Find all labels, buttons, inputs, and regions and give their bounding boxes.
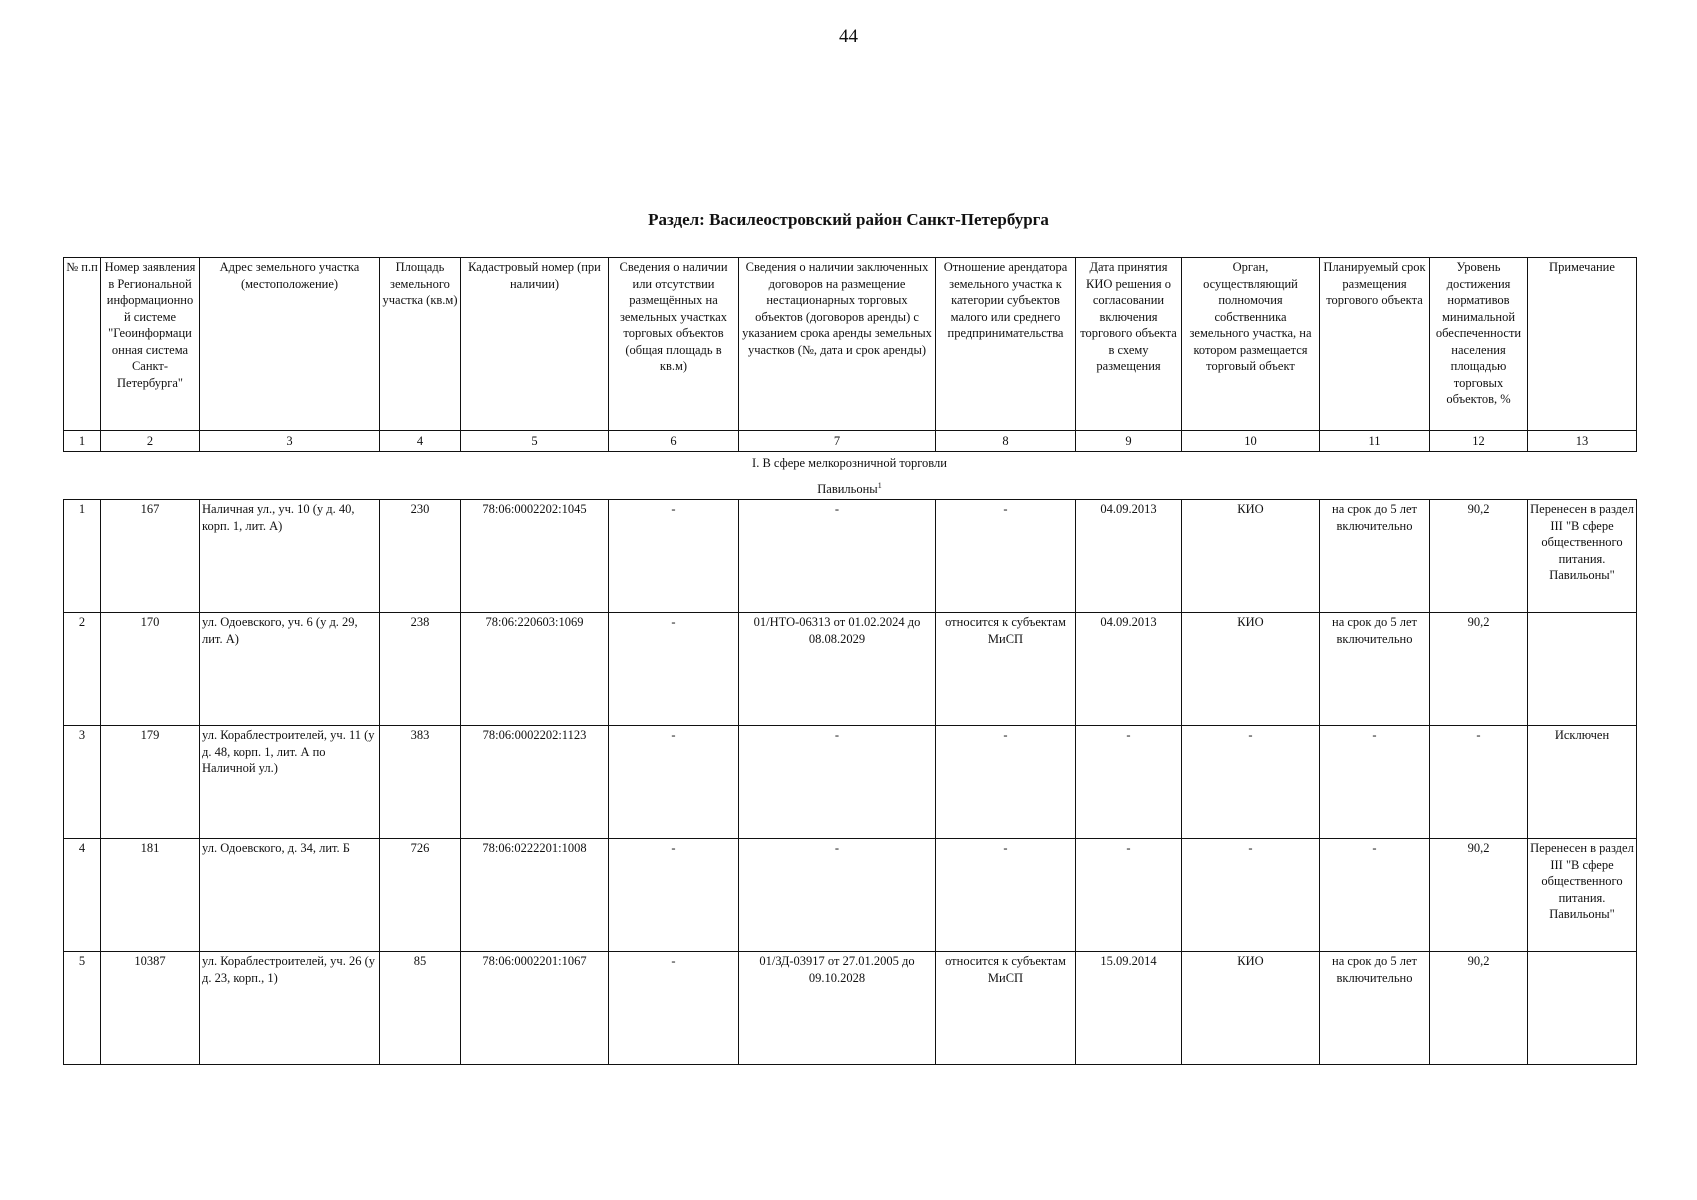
col-number: 1 — [64, 431, 101, 452]
cell-term: - — [1320, 839, 1430, 952]
cell-term: на срок до 5 лет включительно — [1320, 500, 1430, 613]
cell-application-number: 181 — [101, 839, 200, 952]
cell-provision-level: 90,2 — [1430, 952, 1528, 1065]
col-number: 2 — [101, 431, 200, 452]
cell-note — [1528, 952, 1637, 1065]
col-number: 10 — [1182, 431, 1320, 452]
cell-term: - — [1320, 726, 1430, 839]
cell-organ: - — [1182, 839, 1320, 952]
table-row — [64, 952, 1637, 1065]
cell-contract: 01/НТО-06313 от 01.02.2024 до 08.08.2029 — [739, 613, 936, 726]
cell-provision-level: 90,2 — [1430, 839, 1528, 952]
header-table — [63, 257, 1637, 452]
cell-cadastral-number: 78:06:0002201:1067 — [461, 952, 609, 1065]
cell-note — [1528, 613, 1637, 726]
page-number: 44 — [839, 26, 858, 47]
subcategory-label: Павильоны — [817, 482, 878, 497]
cell-trade-objects: - — [609, 839, 739, 952]
col-number: 11 — [1320, 431, 1430, 452]
cell-smb-category: - — [936, 726, 1076, 839]
footnote-marker: 1 — [877, 481, 882, 490]
cell-index: 1 — [64, 500, 101, 613]
cell-decision-date: 04.09.2013 — [1076, 500, 1182, 613]
cell-address: ул. Одоевского, д. 34, лит. Б — [200, 839, 380, 952]
cell-contract: 01/ЗД-03917 от 27.01.2005 до 09.10.2028 — [739, 952, 936, 1065]
table-row — [64, 500, 1637, 613]
header-row — [64, 258, 1637, 431]
cell-smb-category: относится к субъектам МиСП — [936, 952, 1076, 1065]
col-header-smb: Отношение арендатора земельного участка к категории субъектов малого или среднего предпринимательства — [936, 258, 1076, 431]
col-header-contracts: Сведения о наличии заключенных договоров на размещение нестационарных торговых объектов (договоров аренды) с указанием срока аренды земельных участков (№, дата и срок аренды) — [739, 258, 936, 431]
col-header-cadastral: Кадастровый номер (при наличии) — [461, 258, 609, 431]
table-row — [64, 839, 1637, 952]
cell-address: ул. Кораблестроителей, уч. 11 (у д. 48, корп. 1, лит. А по Наличной ул.) — [200, 726, 380, 839]
col-header-index: № п.п — [64, 258, 101, 431]
column-number-row — [64, 431, 1637, 452]
cell-decision-date: - — [1076, 839, 1182, 952]
cell-cadastral-number: 78:06:0002202:1045 — [461, 500, 609, 613]
table-row — [64, 613, 1637, 726]
cell-organ: КИО — [1182, 613, 1320, 726]
cell-index: 3 — [64, 726, 101, 839]
cell-area: 383 — [380, 726, 461, 839]
cell-contract: - — [739, 500, 936, 613]
cell-trade-objects: - — [609, 726, 739, 839]
cell-area: 85 — [380, 952, 461, 1065]
cell-contract: - — [739, 726, 936, 839]
cell-application-number: 167 — [101, 500, 200, 613]
cell-address: ул. Кораблестроителей, уч. 26 (у д. 23, корп., 1) — [200, 952, 380, 1065]
col-header-application: Номер заявления в Региональной информационно й системе "Геоинформаци онная система Санкт-Петербурга" — [101, 258, 200, 431]
cell-area: 230 — [380, 500, 461, 613]
cell-index: 5 — [64, 952, 101, 1065]
cell-index: 4 — [64, 839, 101, 952]
cell-provision-level: 90,2 — [1430, 500, 1528, 613]
col-number: 9 — [1076, 431, 1182, 452]
col-number: 5 — [461, 431, 609, 452]
rows-body — [64, 500, 1637, 1065]
cell-cadastral-number: 78:06:0002202:1123 — [461, 726, 609, 839]
cell-provision-level: 90,2 — [1430, 613, 1528, 726]
cell-index: 2 — [64, 613, 101, 726]
cell-decision-date: 04.09.2013 — [1076, 613, 1182, 726]
cell-area: 726 — [380, 839, 461, 952]
col-header-objects: Сведения о наличии или отсутствии размещённых на земельных участках торговых объектов (общая площадь в кв.м) — [609, 258, 739, 431]
cell-note: Перенесен в раздел III "В сфере общественного питания. Павильоны" — [1528, 839, 1637, 952]
col-number: 3 — [200, 431, 380, 452]
col-header-note: Примечание — [1528, 258, 1637, 431]
cell-decision-date: 15.09.2014 — [1076, 952, 1182, 1065]
cell-cadastral-number: 78:06:220603:1069 — [461, 613, 609, 726]
cell-area: 238 — [380, 613, 461, 726]
cell-smb-category: - — [936, 839, 1076, 952]
cell-smb-category: - — [936, 500, 1076, 613]
col-header-organ: Орган, осуществляющий полномочия собственника земельного участка, на котором размещается торговый объект — [1182, 258, 1320, 431]
cell-note: Исключен — [1528, 726, 1637, 839]
col-header-decision-date: Дата принятия КИО решения о согласовании включения торгового объекта в схему размещения — [1076, 258, 1182, 431]
cell-application-number: 179 — [101, 726, 200, 839]
cell-organ: - — [1182, 726, 1320, 839]
cell-contract: - — [739, 839, 936, 952]
cell-organ: КИО — [1182, 952, 1320, 1065]
col-number: 8 — [936, 431, 1076, 452]
col-number: 7 — [739, 431, 936, 452]
cell-address: Наличная ул., уч. 10 (у д. 40, корп. 1, лит. А) — [200, 500, 380, 613]
cell-organ: КИО — [1182, 500, 1320, 613]
cell-trade-objects: - — [609, 613, 739, 726]
table-row — [64, 726, 1637, 839]
col-header-area: Площадь земельного участка (кв.м) — [380, 258, 461, 431]
cell-decision-date: - — [1076, 726, 1182, 839]
cell-trade-objects: - — [609, 952, 739, 1065]
col-header-level: Уровень достижения нормативов минимальной обеспеченности населения площадью торговых объектов, % — [1430, 258, 1528, 431]
category-subtitle: I. В сфере мелкорозничной торговли — [752, 456, 947, 470]
col-number: 12 — [1430, 431, 1528, 452]
col-header-term: Планируемый срок размещения торгового объекта — [1320, 258, 1430, 431]
col-number: 13 — [1528, 431, 1637, 452]
section-title: Раздел: Василеостровский район Санкт-Петербурга — [648, 210, 1049, 229]
subcategory-subtitle — [63, 481, 1636, 497]
cell-application-number: 10387 — [101, 952, 200, 1065]
col-number: 6 — [609, 431, 739, 452]
cell-smb-category: относится к субъектам МиСП — [936, 613, 1076, 726]
cell-trade-objects: - — [609, 500, 739, 613]
cell-provision-level: - — [1430, 726, 1528, 839]
cell-term: на срок до 5 лет включительно — [1320, 613, 1430, 726]
cell-application-number: 170 — [101, 613, 200, 726]
cell-note: Перенесен в раздел III "В сфере общественного питания. Павильоны" — [1528, 500, 1637, 613]
data-table — [63, 499, 1637, 1065]
cell-address: ул. Одоевского, уч. 6 (у д. 29, лит. А) — [200, 613, 380, 726]
cell-term: на срок до 5 лет включительно — [1320, 952, 1430, 1065]
col-number: 4 — [380, 431, 461, 452]
cell-cadastral-number: 78:06:0222201:1008 — [461, 839, 609, 952]
col-header-address: Адрес земельного участка (местоположение) — [200, 258, 380, 431]
